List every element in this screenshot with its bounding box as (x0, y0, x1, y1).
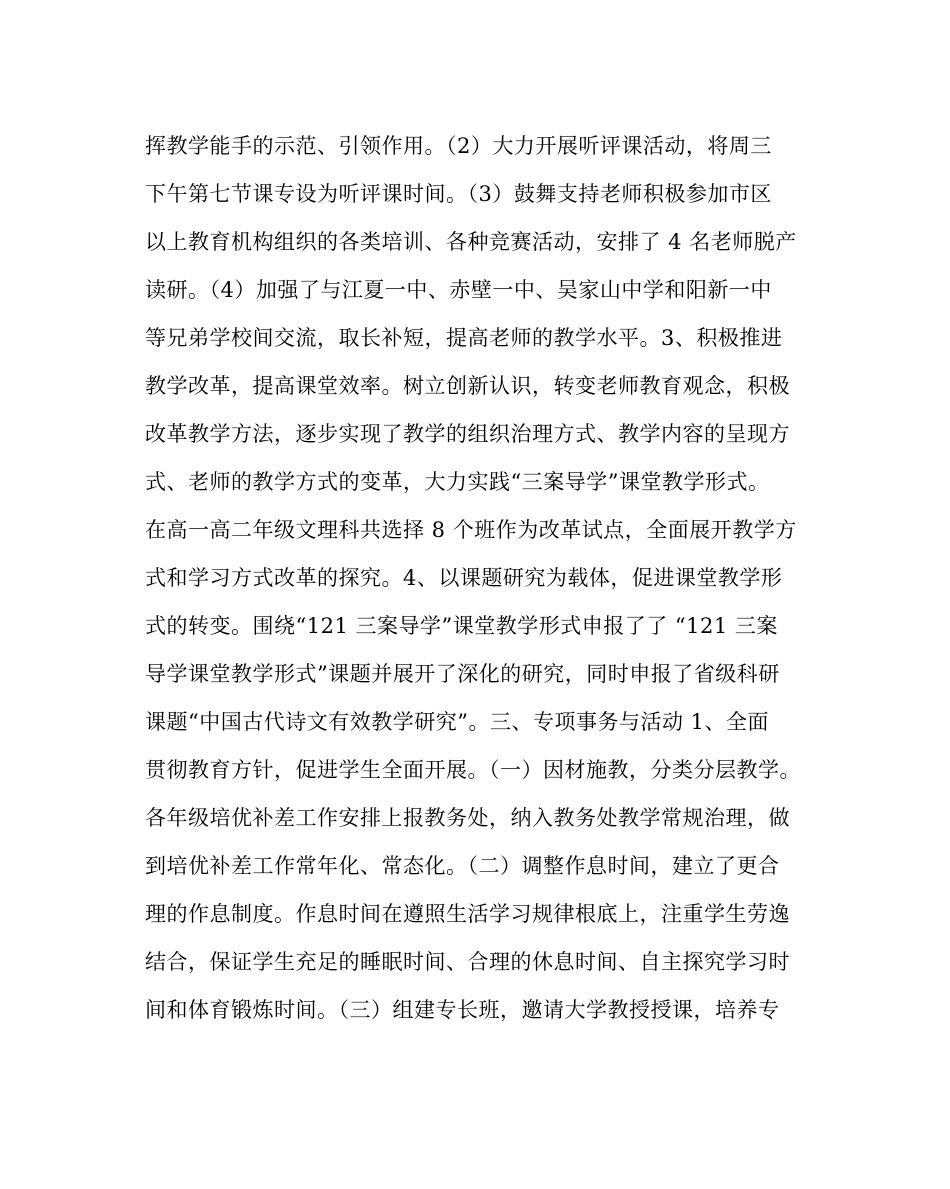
text-line: 导学课堂教学形式”课题并展开了深化的研究，同时申报了省级科研 (145, 662, 780, 686)
text-line: 各年级培优补差工作安排上报教务处，纳入教务处教学常规治理，做 (145, 806, 790, 830)
text-line: 以上教育机构组织的各类培训、各种竞赛活动，安排了 4 名老师脱产 (145, 230, 797, 254)
text-line: 教学改革，提高课堂效率。树立创新认识，转变老师教育观念，积极 (145, 374, 790, 398)
text-line: 结合，保证学生充足的睡眠时间、合理的休息时间、自主探究学习时 (145, 950, 790, 974)
text-line: 等兄弟学校间交流，取长补短，提高老师的教学水平。3、积极推进 (145, 326, 783, 350)
text-line: 理的作息制度。作息时间在遵照生活学习规律根底上，注重学生劳逸 (145, 902, 790, 926)
text-line: 读研。（4）加强了与江夏一中、赤壁一中、吴家山中学和阳新一中 (145, 278, 772, 302)
text-line: 到培优补差工作常年化、常态化。（二）调整作息时间，建立了更合 (145, 854, 780, 878)
body-text (145, 126, 845, 1038)
text-line: 改革教学方法，逐步实现了教学的组织治理方式、教学内容的呈现方 (145, 422, 790, 446)
text-line: 下午第七节课专设为听评课时间。（3）鼓舞支持老师积极参加市区 (145, 182, 772, 206)
text-line: 挥教学能手的示范、引领作用。（2）大力开展听评课活动，将周三 (145, 134, 772, 158)
text-line: 式的转变。围绕“121 三案导学”课堂教学形式申报了了 “121 三案 (145, 614, 778, 638)
text-line: 课题“中国古代诗文有效教学研究”。三、专项事务与活动 1、全面 (145, 710, 770, 734)
text-line: 在高一高二年级文理科共选择 8 个班作为改革试点，全面展开教学方 (145, 518, 797, 542)
text-line: 式、老师的教学方式的变革，大力实践“三案导学”课堂教学形式。 (145, 470, 770, 494)
text-line: 间和体育锻炼时间。（三）组建专长班，邀请大学教授授课，培养专 (145, 998, 780, 1022)
text-line: 式和学习方式改革的探究。4、以课题研究为载体，促进课堂教学形 (145, 566, 783, 590)
text-line: 贯彻教育方针，促进学生全面开展。（一）因材施教，分类分层教学。 (145, 758, 801, 782)
